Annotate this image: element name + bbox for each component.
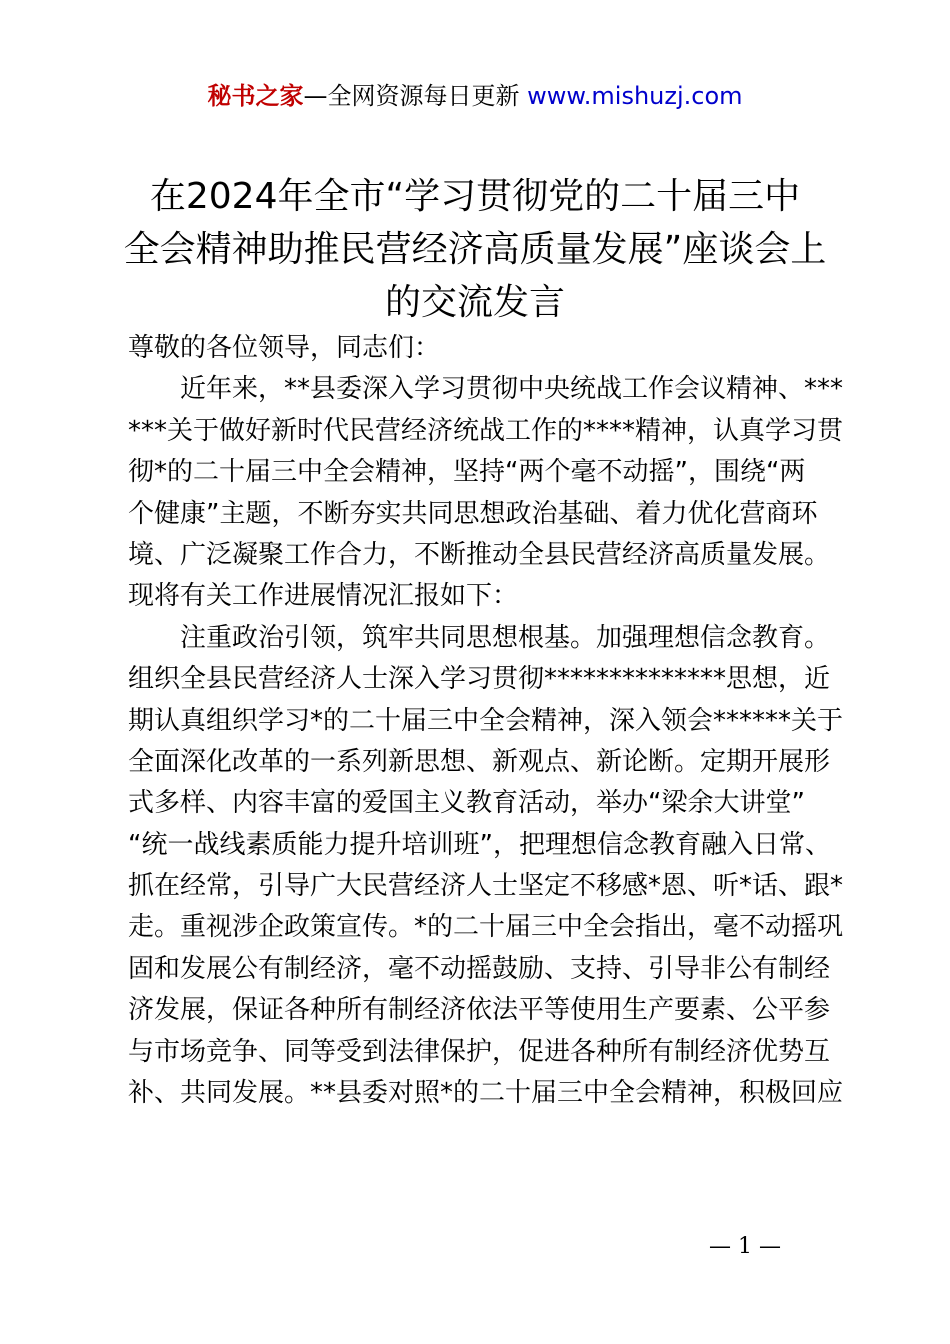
paragraph-line: 抓在经常，引导广大民营经济人士坚定不移感*恩、听*话、跟* xyxy=(128,871,844,902)
paragraph-line: 注重政治引领，筑牢共同思想根基。加强理想信念教育。 xyxy=(180,622,831,653)
salutation: 尊敬的各位领导，同志们： xyxy=(128,333,441,363)
paragraph-line: 补、共同发展。**县委对照*的二十届三中全会精神，积极回应 xyxy=(128,1078,844,1109)
paragraph-line: 彻*的二十届三中全会精神，坚持“两个毫不动摇”，围绕“两 xyxy=(128,457,806,488)
document-body xyxy=(128,328,844,1114)
paragraph-line: 境、广泛凝聚工作合力，不断推动全县民营经济高质量发展。 xyxy=(128,539,831,570)
paragraph-line: 固和发展公有制经济，毫不动摇鼓励、支持、引导非公有制经 xyxy=(128,953,831,984)
paragraph-line: 期认真组织学习*的二十届三中全会精神，深入领会******关于 xyxy=(128,705,844,736)
paragraph-line: 全面深化改革的一系列新思想、新观点、新论断。定期开展形 xyxy=(128,746,831,777)
site-header xyxy=(0,80,950,112)
paragraph-line: 与市场竞争、同等受到法律保护，促进各种所有制经济优势互 xyxy=(128,1036,831,1067)
title-line: 的交流发言 xyxy=(384,282,565,323)
title-line: 在2024年全市“学习贯彻党的二十届三中 xyxy=(149,176,801,217)
document-title xyxy=(0,170,950,329)
site-tagline: —全网资源每日更新 xyxy=(303,82,520,110)
paragraph-line: 组织全县民营经济人士深入学习贯彻**************思想，近 xyxy=(128,664,831,695)
paragraph-line: 式多样、内容丰富的爱国主义教育活动，举办“梁余大讲堂” xyxy=(128,788,805,819)
paragraph-line: 走。重视涉企政策宣传。*的二十届三中全会指出，毫不动摇巩 xyxy=(128,912,844,943)
paragraph-line: 个健康”主题，不断夯实共同思想政治基础、着力优化营商环 xyxy=(128,498,818,529)
paragraph-line: 济发展，保证各种所有制经济依法平等使用生产要素、公平参 xyxy=(128,995,831,1026)
paragraph-line: ***关于做好新时代民营经济统战工作的****精神，认真学习贯 xyxy=(128,415,844,446)
page-number: — 1 — xyxy=(709,1234,781,1259)
title-line: 全会精神助推民营经济高质量发展”座谈会上 xyxy=(123,229,827,270)
paragraph-line: “统一战线素质能力提升培训班”，把理想信念教育融入日常、 xyxy=(128,829,831,860)
paragraph-line: 近年来，**县委深入学习贯彻中央统战工作会议精神、*** xyxy=(180,374,844,405)
paragraph-line: 现将有关工作进展情况汇报如下： xyxy=(128,581,519,612)
site-url-link[interactable]: www.mishuzj.com xyxy=(527,82,743,110)
site-brand: 秘书之家 xyxy=(207,82,304,110)
